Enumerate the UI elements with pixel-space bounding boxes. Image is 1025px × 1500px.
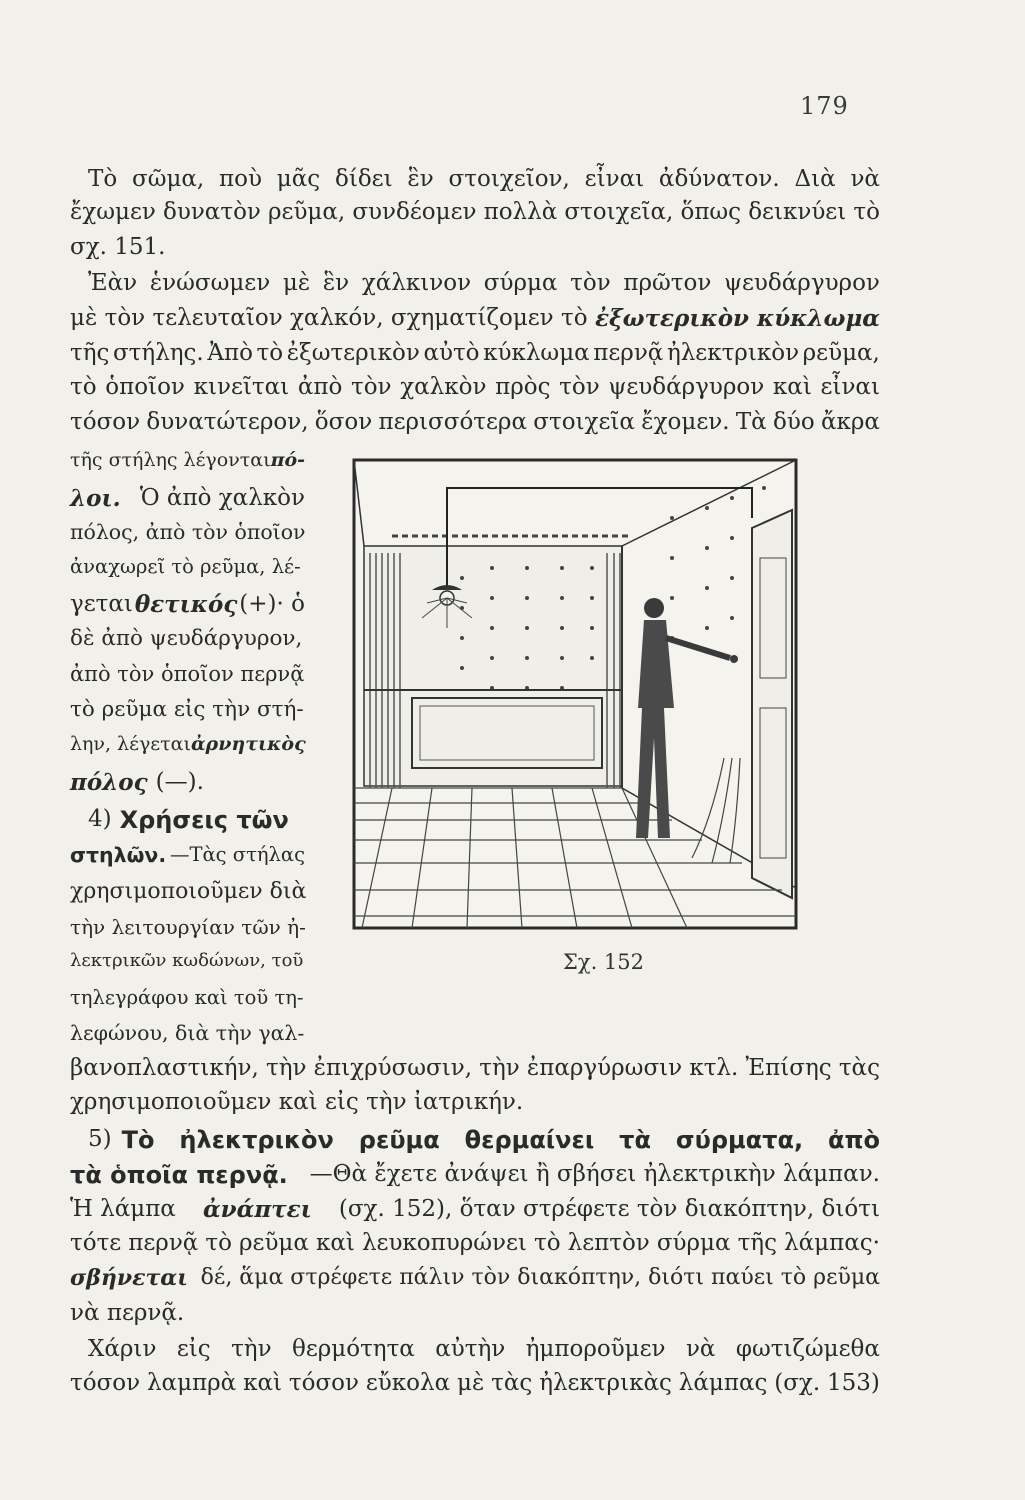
word: πρῶτον <box>623 270 712 296</box>
text-line <box>70 771 305 794</box>
emphasis-term: λοι. <box>70 485 121 512</box>
word: περνᾷ <box>128 1230 199 1256</box>
text-line <box>70 307 880 330</box>
word: ἠλεκτρικὸν <box>666 340 800 366</box>
word: συνδέομεν <box>352 199 477 225</box>
word: Ἀπὸ <box>207 340 253 366</box>
word: εἶναι <box>820 374 880 400</box>
section-number: 5) <box>88 1126 112 1152</box>
text-span: (—). <box>155 769 204 795</box>
word: ἀδύνατον. <box>658 166 780 192</box>
word: χαλκὸν <box>400 374 487 400</box>
word: λάμπας <box>678 1370 768 1396</box>
word: χάλκινον <box>361 270 472 296</box>
word: κινεῖται <box>193 374 290 400</box>
text-line <box>70 342 880 365</box>
word: νὰ <box>850 166 880 192</box>
word: βανοπλαστικήν, <box>70 1055 259 1081</box>
text-span: Ἡ λάμπα <box>70 1196 176 1222</box>
text-span: (σχ. 152), ὅταν στρέφετε τὸν διακόπτην, διότι <box>338 1196 880 1222</box>
word: ἀπὸ <box>297 374 343 400</box>
figure-illustration <box>352 458 798 930</box>
section-title: Τὸ ἠλεκτρικὸν ρεῦμα θερμαίνει τὰ σύρματα, ἀπὸ <box>121 1126 880 1154</box>
word: περισσότερα <box>378 409 527 435</box>
text-line <box>70 1372 880 1395</box>
word: ψευδάργυρον <box>723 270 880 296</box>
word: τὸν <box>559 374 600 400</box>
word: λευκοπυρώνει <box>361 1230 527 1256</box>
section-title: τὰ ὁποῖα περνᾷ. <box>70 1161 288 1189</box>
word: μὲ <box>457 1370 485 1396</box>
word: τὸ <box>70 374 97 400</box>
text-span: γεται <box>70 591 133 617</box>
text-line <box>70 376 880 399</box>
word: εἶναι <box>584 166 645 192</box>
text-line: λεφώνου, διὰ τὴν γαλ- <box>70 1021 305 1045</box>
word: κτλ. <box>689 1055 739 1081</box>
word: ἓν <box>322 270 350 296</box>
text-span: μὲ τὸν τελευταῖον χαλκόν, σχηματίζομεν τὸ <box>70 305 588 331</box>
word: εὔκολα <box>365 1370 451 1396</box>
text-line <box>88 272 880 295</box>
figure-caption: Σχ. 152 <box>563 950 645 974</box>
word: πολλὰ <box>483 199 558 225</box>
word: τὰς <box>838 1055 880 1081</box>
word: τόσον <box>70 409 141 435</box>
page-number: 179 <box>800 92 849 120</box>
emphasis-term: πό- <box>270 449 306 471</box>
section-title: Χρήσεις τῶν <box>119 806 289 834</box>
word: λεπτὸν <box>567 1230 650 1256</box>
word: ἐξωτερικὸν <box>286 340 420 366</box>
word: ὅσον <box>314 409 373 435</box>
word: νὰ <box>685 1336 716 1362</box>
word: στοιχεῖα, <box>564 199 674 225</box>
section-number: 4) <box>88 806 112 832</box>
text-line <box>70 593 305 616</box>
word: ἠμποροῦμεν <box>525 1336 666 1362</box>
word: τὰς <box>491 1370 533 1396</box>
word: σύρμα <box>483 270 558 296</box>
text-line <box>70 411 880 434</box>
word: δεικνύει <box>748 199 847 225</box>
text-line: λεκτρικῶν κωδώνων, τοῦ <box>70 950 304 971</box>
text-line: χρησιμοποιοῦμεν καὶ εἰς τὴν ἰατρικήν. <box>70 1089 524 1115</box>
word: Τὸ <box>88 166 118 192</box>
word: τότε <box>70 1230 122 1256</box>
word: στήλης. <box>112 340 204 366</box>
word: Τὰ <box>735 409 767 435</box>
word: τῆς <box>70 340 110 366</box>
text-line <box>70 201 880 224</box>
word: στοιχεῖον, <box>448 166 570 192</box>
word: (σχ. <box>774 1370 821 1396</box>
word: τόσον <box>70 1370 141 1396</box>
text-span: (+)· ὁ <box>239 591 305 617</box>
word: μᾶς <box>276 166 321 192</box>
emphasis-term: ἀρνητικὸς <box>190 733 306 755</box>
word: τὸ <box>853 199 880 225</box>
word: καὶ <box>772 374 812 400</box>
emphasis-term: σβήνεται <box>70 1265 188 1291</box>
text-line: νὰ περνᾷ. <box>70 1300 185 1326</box>
section-title: στηλῶν. <box>70 843 167 867</box>
word: ρεῦμα, <box>268 199 346 225</box>
text-span: τῆς στήλης λέγονται <box>70 449 271 471</box>
word: ἔχωμεν <box>70 199 156 225</box>
text-line: τηλεγράφου καὶ τοῦ τη- <box>70 986 304 1009</box>
text-line <box>88 168 880 191</box>
word: ἑνώσωμεν <box>149 270 271 296</box>
word: αὐτὸ <box>423 340 480 366</box>
word: 153) <box>827 1370 880 1396</box>
word: Ἐὰν <box>88 270 138 296</box>
text-line: δὲ ἀπὸ ψευδάργυρον, <box>70 626 303 651</box>
word: σύρμα <box>656 1230 731 1256</box>
word: πρὸς <box>495 374 551 400</box>
text-line: σχ. 151. <box>70 234 166 260</box>
word: φωτιζώμεθα <box>735 1336 880 1362</box>
word: τὸν <box>570 270 611 296</box>
word: ἓν <box>407 166 434 192</box>
word: ρεῦμα, <box>802 340 880 366</box>
section-heading <box>88 808 305 832</box>
word: τόσον <box>288 1370 360 1396</box>
word: τὴν <box>231 1336 272 1362</box>
word: Ἐπίσης <box>745 1055 832 1081</box>
word: δίδει <box>334 166 393 192</box>
text-span: λην, λέγεται <box>70 733 191 755</box>
word: καὶ <box>243 1370 283 1396</box>
text-line <box>70 487 305 510</box>
text-line: ἀπὸ τὸν ὁποῖον περνᾷ <box>70 662 305 686</box>
word: τῆς <box>737 1230 777 1256</box>
word: τὴν <box>265 1055 307 1081</box>
text-span: —Τὰς στήλας <box>169 843 305 866</box>
word: ρεῦμα <box>239 1230 309 1256</box>
word: ἐπιχρύσωσιν, <box>313 1055 473 1081</box>
word: δύο <box>772 409 815 435</box>
text-span: Ὁ ἀπὸ χαλκὸν <box>139 485 305 511</box>
emphasis-term: πόλος <box>70 769 148 796</box>
text-line: πόλος, ἀπὸ τὸν ὁποῖον <box>70 520 306 544</box>
text-line <box>70 1057 880 1080</box>
word: λάμπας· <box>784 1230 880 1256</box>
word: καὶ <box>315 1230 355 1256</box>
word: δυνατώτερον, <box>146 409 309 435</box>
word: κύκλωμα <box>483 340 590 366</box>
word: μὲ <box>282 270 311 296</box>
text-line <box>88 1338 880 1361</box>
text-line: ἀναχωρεῖ τὸ ρεῦμα, λέ- <box>70 555 301 578</box>
word: ἄκρα <box>820 409 880 435</box>
room-electric-bell-icon <box>352 458 798 930</box>
text-line <box>70 735 305 754</box>
text-line <box>70 845 305 866</box>
word: δυνατὸν <box>163 199 261 225</box>
word: τὸ <box>534 1230 561 1256</box>
word: τὸν <box>350 374 392 400</box>
word: τὸ <box>205 1230 232 1256</box>
word: τὴν <box>479 1055 520 1081</box>
emphasis-term: ἀνάπτει <box>202 1196 312 1223</box>
text-line <box>70 1163 880 1187</box>
word: περνᾷ <box>593 340 664 366</box>
word: ποὺ <box>219 166 262 192</box>
text-line <box>70 1267 880 1289</box>
text-line <box>70 451 305 470</box>
word: ὁποῖον <box>105 374 185 400</box>
word: στοιχεῖα <box>533 409 635 435</box>
word: αὐτὴν <box>435 1336 506 1362</box>
word: ψευδάργυρον <box>608 374 765 400</box>
word: σῶμα, <box>132 166 205 192</box>
word: Διὰ <box>794 166 836 192</box>
emphasis-term: θετικός <box>134 591 238 618</box>
text-line <box>70 1198 880 1221</box>
word: ἠλεκτρικὰς <box>539 1370 672 1396</box>
word: ἐπαργύρωσιν <box>526 1055 683 1081</box>
word: εἰς <box>176 1336 211 1362</box>
text-line: τὴν λειτουργίαν τῶν ἠ- <box>70 915 306 939</box>
word: θερμότητα <box>291 1336 415 1362</box>
word: λαμπρὰ <box>146 1370 237 1396</box>
word: ὅπως <box>680 199 742 225</box>
emphasis-term: ἐξωτερικὸν κύκλωμα <box>595 305 880 332</box>
text-line <box>70 1232 880 1255</box>
text-line: χρησιμοποιοῦμεν διὰ <box>70 879 307 904</box>
word: Χάριν <box>88 1336 157 1362</box>
word: τὸ <box>256 340 284 366</box>
text-line: τὸ ρεῦμα εἰς τὴν στή- <box>70 697 304 722</box>
word: ἔχομεν. <box>641 409 730 435</box>
section-heading <box>88 1128 880 1152</box>
text-span: —Θὰ ἔχετε ἀνάψει ἢ σβήσει ἠλεκτρικὴν λάμπαν. <box>309 1161 880 1187</box>
text-span: δέ, ἅμα στρέφετε πάλιν τὸν διακόπτην, διότι παύει τὸ ρεῦμα <box>200 1265 880 1290</box>
